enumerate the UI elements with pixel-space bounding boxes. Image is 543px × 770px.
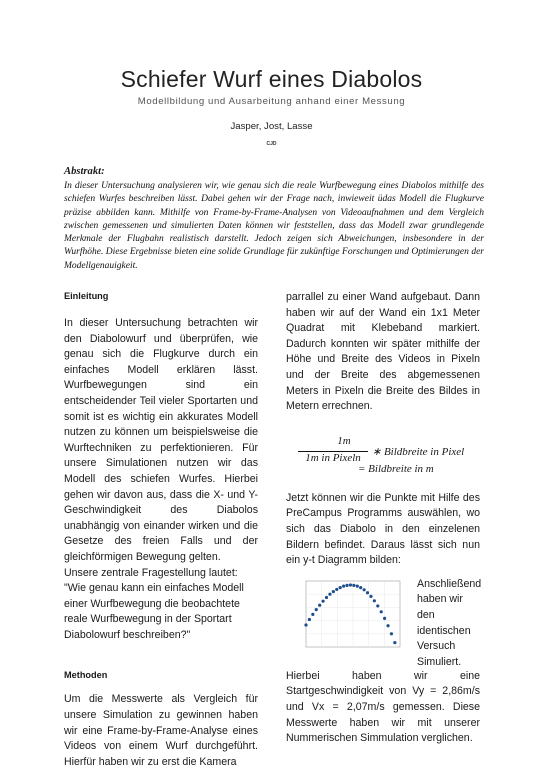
data-point [356,584,359,587]
data-point [311,612,314,615]
paper-subtitle: Modellbildung und Ausarbeitung anhand einer Messung [137,96,406,107]
data-point [383,617,386,620]
left-column [64,291,258,770]
data-point [359,586,362,589]
data-point [380,610,383,613]
institution-tag: CJD [266,141,277,147]
data-point [304,623,307,626]
einleitung-paragraph-2: Unsere zentrale Fragestellung lautet: "Wie genau kann ein einfaches Modell einer Wurfbewegung die beobachtete reale Wurfbewegung in der Sportart Diabolowurf beschreiben?" [64,566,244,641]
right-paragraph-1: parrallel zu einer Wand aufgebaut. Dann haben wir auf der Wand ein 1x1 Meter Quadrat mit Klebeband markiert. Dadurch konnten wir später mithilfe der Höhe und Breite des Videos in Pixeln und der Breite des abgemessenen Meters in Pixeln die Breite des Bildes in Metern errechnen. [286,291,480,413]
data-point [321,599,324,602]
data-point [328,592,331,595]
data-point [363,588,366,591]
authors: Jasper, Jost, Lasse [230,121,313,132]
data-point [345,584,348,587]
data-point [393,641,396,644]
data-point [332,590,335,593]
data-point [349,583,352,586]
data-point [339,586,342,589]
methoden-paragraph-1: Um die Messwerte als Vergleich für unsere Simulation zu gewinnen haben wir eine Frame-by-Frame-Analyse eines Videos von einem Wurf durchgeführt. Hierfür haben wir zu erst die Kamera [64,693,258,768]
formula [286,421,480,483]
formula-numerator: 1m [337,434,351,447]
data-point [308,618,311,621]
formula-rhs-1: ∗ Bildbreite in Pixel [372,445,465,458]
paper-title: Schiefer Wurf eines Diabolos [120,66,423,92]
right-paragraph-2: Jetzt können wir die Punkte mit Hilfe des PreCampus Programms auswählen, wo sich das Diabolo in den einzelenen Bildern befindet. Daraus lässt sich nun ein y-t Diagramm bilden: [286,491,480,567]
data-point [342,584,345,587]
data-point [318,603,321,606]
data-point [386,624,389,627]
data-point [335,588,338,591]
abstract-heading: Abstrakt: [64,166,105,177]
right-column [286,290,480,747]
simulation-note: Anschließend haben wir den identischen Versuch Simuliert. [417,577,482,668]
einleitung-paragraph-1: In dieser Untersuchung betrachten wir den Diabolowurf und überprüfen, wie genau sich die Flugkurve durch ein einfaches Modell erklären lässt. Wurfbewegungen sind ein entscheidender Teil vieler Sportarten und somit ist es wichtig ein akkurates Modell nutzen zu können um beispielsweise die Wurftechniken zu perfektionieren. Für unsere Simulationen nutzen wir das Modell des schiefen Wurfes. Hierbei gehen wir davon aus, dass die X- und Y-Geschwindigkeit des Diabolos unabhängig von einander wirken und die Gesetze des freien Falls und der gleichförmigen Bewegung gelten. [64,317,258,563]
data-point [390,632,393,635]
data-point [352,584,355,587]
figure-row [286,575,482,668]
right-paragraph-3: Hierbei haben wir eine Startgeschwindigkeit von Vy = 2,86m/s und Vx = 2,07m/s gemessen. Diese Messwerte haben wir mit unserer Nummerischen Simmulation verglichen. [286,669,480,745]
data-point [325,596,328,599]
formula-denominator: 1m in Pixeln [305,451,361,464]
section-heading-einleitung: Einleitung [64,291,109,301]
section-heading-methoden: Methoden [64,670,108,681]
abstract-text: In dieser Untersuchung analysieren wir, wie genau sich die reale Wurfbewegung eines Diabolos mithilfe des schiefen Wurfes beschreiben lässt. Dabei gehen wir der Frage nach, inwieweit üdas Modell die Flugkurve präzise abbilden kann. Mithilfe von Frame-by-Frame-Analysen von Videoaufnahmen und dem Vergleich zwischen gemessenen und simulierten Daten können wir feststellen, dass das Modell zwar grundlegende Merkmale der Flugbahn realistisch darstellt. Jedoch zeigen sich Abweichungen, insbesondere in der Wurfhöhe. Diese Ergebnisse bieten eine solide Grundlage für zukünftige Forschungen und Optimierungen der Modellgenauigkeit. [64,181,484,271]
data-point [373,599,376,602]
data-point [369,595,372,598]
data-point [315,608,318,611]
data-point [376,604,379,607]
trajectory-plot [294,575,404,657]
formula-rhs-2: = Bildbreite in m [358,462,434,475]
data-point [366,591,369,594]
